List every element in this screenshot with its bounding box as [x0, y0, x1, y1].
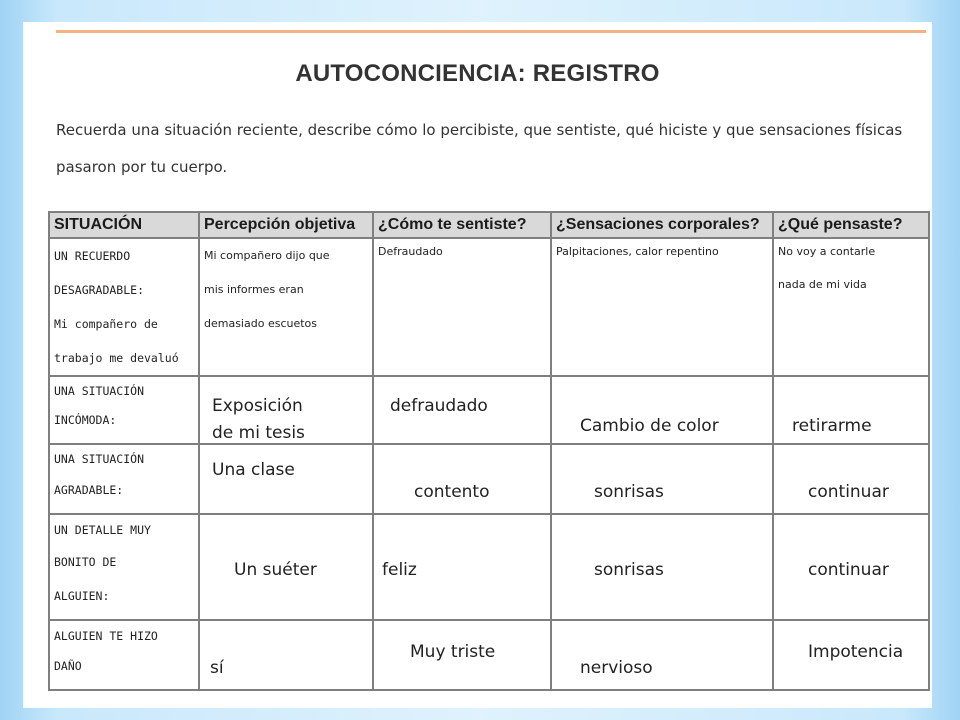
perception-line: demasiado escuetos	[204, 317, 318, 330]
situation-cell	[49, 620, 199, 690]
situation-line: AGRADABLE:	[54, 483, 124, 497]
situation-line: ALGUIEN TE HIZO	[54, 629, 158, 643]
thoughts-line: No voy a contarle	[778, 245, 876, 258]
example-situation-cell	[49, 238, 199, 376]
table-row	[49, 514, 929, 620]
sensations-answer: Cambio de color	[580, 416, 719, 436]
feeling-cell[interactable]	[373, 444, 551, 514]
registro-table	[48, 211, 930, 691]
sensations-cell[interactable]	[551, 620, 773, 690]
instructions-text: Recuerda una situación reciente, describe cómo lo percibiste, que sentiste, qué hiciste y que sensaciones físicas pasaron por tu cuerpo.	[56, 121, 903, 176]
perception-answer: Exposición	[212, 396, 303, 416]
situation-cell	[49, 376, 199, 444]
feeling-cell[interactable]	[373, 620, 551, 690]
thoughts-cell[interactable]	[773, 620, 929, 690]
situation-line: DESAGRADABLE:	[54, 283, 145, 297]
situation-line: UNA SITUACIÓN	[54, 384, 145, 398]
perception-line: mis informes eran	[204, 283, 304, 296]
slide	[23, 22, 932, 708]
situation-line: UNA SITUACIÓN	[54, 452, 145, 466]
situation-line: BONITO DE	[54, 555, 117, 569]
perception-cell[interactable]	[199, 620, 373, 690]
situation-cell	[49, 444, 199, 514]
sensations-text: Palpitaciones, calor repentino	[556, 245, 719, 258]
feeling-answer: contento	[414, 482, 490, 502]
header-percepcion: Percepción objetiva	[199, 212, 373, 238]
table-header-row	[49, 212, 929, 238]
feeling-answer: defraudado	[390, 396, 488, 416]
situation-line: UN DETALLE MUY	[54, 523, 151, 537]
thoughts-answer: continuar	[808, 482, 889, 502]
perception-answer: de mi tesis	[212, 423, 305, 443]
perception-cell[interactable]	[199, 444, 373, 514]
thoughts-line: nada de mi vida	[778, 278, 867, 291]
feeling-cell[interactable]	[373, 514, 551, 620]
thoughts-answer: retirarme	[792, 416, 872, 436]
example-feeling-cell	[373, 238, 551, 376]
feeling-cell[interactable]	[373, 376, 551, 444]
table-row	[49, 238, 929, 376]
thoughts-cell[interactable]	[773, 444, 929, 514]
thoughts-answer: continuar	[808, 560, 889, 580]
example-perception-cell	[199, 238, 373, 376]
decorative-divider	[56, 30, 926, 33]
thoughts-answer: Impotencia	[808, 642, 904, 662]
sensations-cell[interactable]	[551, 376, 773, 444]
sensations-answer: nervioso	[580, 658, 653, 678]
thoughts-cell[interactable]	[773, 376, 929, 444]
situation-line: DAÑO	[54, 659, 82, 673]
thoughts-cell[interactable]	[773, 514, 929, 620]
example-sensations-cell	[551, 238, 773, 376]
perception-cell[interactable]	[199, 376, 373, 444]
table-row	[49, 376, 929, 444]
perception-cell[interactable]	[199, 514, 373, 620]
situation-line: ALGUIEN:	[54, 589, 110, 603]
sensations-answer: sonrisas	[594, 560, 664, 580]
feeling-answer: feliz	[382, 560, 417, 580]
sensations-cell[interactable]	[551, 514, 773, 620]
situation-cell	[49, 514, 199, 620]
header-sentimiento: ¿Cómo te sentiste?	[373, 212, 551, 238]
situation-line: trabajo me devaluó	[54, 351, 179, 365]
sensations-answer: sonrisas	[594, 482, 664, 502]
perception-line: Mi compañero dijo que	[204, 249, 330, 262]
header-pensamiento: ¿Qué pensaste?	[773, 212, 929, 238]
sensations-cell[interactable]	[551, 444, 773, 514]
perception-answer: sí	[210, 658, 224, 678]
perception-answer: Un suéter	[234, 560, 317, 580]
header-situacion: SITUACIÓN	[49, 212, 199, 238]
example-thoughts-cell	[773, 238, 929, 376]
situation-line: INCÓMODA:	[54, 413, 117, 427]
header-sensaciones: ¿Sensaciones corporales?	[551, 212, 773, 238]
feeling-answer: Muy triste	[410, 642, 496, 662]
situation-line: Mi compañero de	[54, 317, 158, 331]
feeling-text: Defraudado	[378, 245, 443, 258]
page-title: AUTOCONCIENCIA: REGISTRO	[295, 60, 660, 87]
table-row	[49, 444, 929, 514]
situation-line: UN RECUERDO	[54, 249, 131, 263]
perception-answer: Una clase	[212, 460, 295, 480]
table-row	[49, 620, 929, 690]
